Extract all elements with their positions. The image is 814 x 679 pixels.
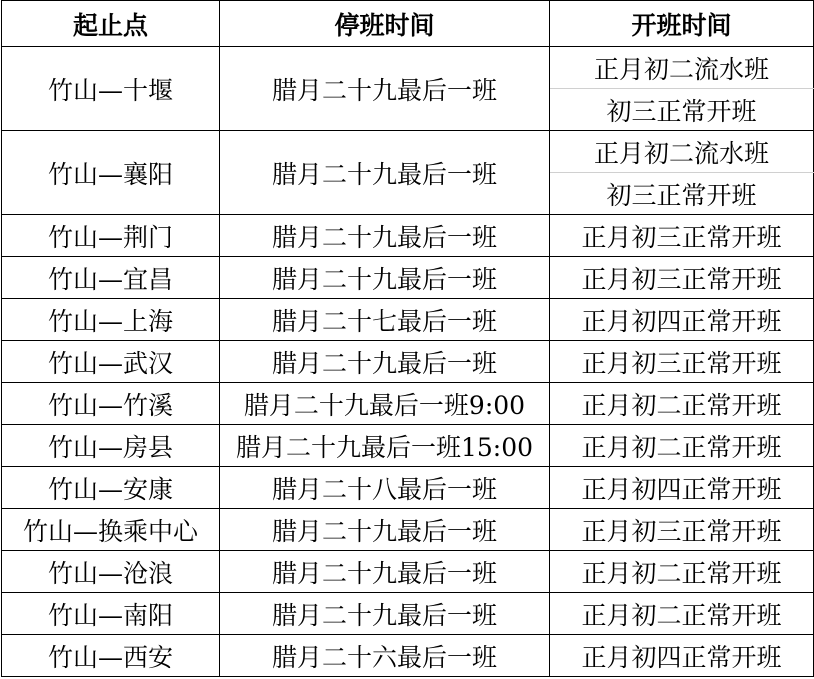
table-row	[2, 467, 814, 509]
table-row	[2, 47, 814, 89]
stop-time-cell: 腊月二十九最后一班	[220, 215, 550, 257]
route-cell: 竹山—武汉	[2, 341, 220, 383]
start-time-cell: 正月初四正常开班	[550, 467, 814, 509]
route-cell: 竹山—房县	[2, 425, 220, 467]
stop-time-cell: 腊月二十九最后一班	[220, 257, 550, 299]
start-time-cell: 正月初四正常开班	[550, 299, 814, 341]
table-row	[2, 509, 814, 551]
stop-time-cell: 腊月二十九最后一班	[220, 509, 550, 551]
stop-time-cell: 腊月二十九最后一班	[220, 593, 550, 635]
start-time-cell: 正月初三正常开班	[550, 509, 814, 551]
table-row	[2, 383, 814, 425]
stop-time-cell: 腊月二十九最后一班	[220, 341, 550, 383]
header-start-time: 开班时间	[550, 1, 814, 47]
table-row	[2, 257, 814, 299]
table-row	[2, 131, 814, 173]
route-cell: 竹山—沧浪	[2, 551, 220, 593]
route-cell: 竹山—西安	[2, 635, 220, 677]
route-cell: 竹山—上海	[2, 299, 220, 341]
schedule-body	[2, 47, 814, 677]
start-time-cell: 正月初二正常开班	[550, 551, 814, 593]
table-row	[2, 341, 814, 383]
route-cell: 竹山—竹溪	[2, 383, 220, 425]
header-route: 起止点	[2, 1, 220, 47]
route-cell: 竹山—荆门	[2, 215, 220, 257]
start-time-cell: 正月初四正常开班	[550, 635, 814, 677]
schedule-table	[1, 0, 814, 677]
stop-time-cell: 腊月二十九最后一班9:00	[220, 383, 550, 425]
start-time-cell: 正月初二流水班	[550, 131, 814, 173]
start-time-cell: 正月初二正常开班	[550, 425, 814, 467]
stop-time-cell: 腊月二十八最后一班	[220, 467, 550, 509]
route-cell: 竹山—换乘中心	[2, 509, 220, 551]
start-time-cell: 初三正常开班	[550, 173, 814, 215]
route-cell: 竹山—安康	[2, 467, 220, 509]
start-time-cell: 正月初三正常开班	[550, 257, 814, 299]
stop-time-cell: 腊月二十六最后一班	[220, 635, 550, 677]
start-time-cell: 正月初二正常开班	[550, 593, 814, 635]
table-row	[2, 593, 814, 635]
stop-time-cell: 腊月二十九最后一班15:00	[220, 425, 550, 467]
stop-time-cell: 腊月二十九最后一班	[220, 131, 550, 215]
table-row	[2, 425, 814, 467]
table-row	[2, 635, 814, 677]
start-time-cell: 初三正常开班	[550, 89, 814, 131]
start-time-cell: 正月初三正常开班	[550, 341, 814, 383]
table-row	[2, 215, 814, 257]
header-stop-time: 停班时间	[220, 1, 550, 47]
stop-time-cell: 腊月二十七最后一班	[220, 299, 550, 341]
route-cell: 竹山—襄阳	[2, 131, 220, 215]
stop-time-cell: 腊月二十九最后一班	[220, 47, 550, 131]
route-cell: 竹山—南阳	[2, 593, 220, 635]
stop-time-cell: 腊月二十九最后一班	[220, 551, 550, 593]
table-row	[2, 299, 814, 341]
start-time-cell: 正月初二流水班	[550, 47, 814, 89]
table-row	[2, 551, 814, 593]
start-time-cell: 正月初三正常开班	[550, 215, 814, 257]
start-time-cell: 正月初二正常开班	[550, 383, 814, 425]
route-cell: 竹山—宜昌	[2, 257, 220, 299]
header-row	[2, 1, 814, 47]
route-cell: 竹山—十堰	[2, 47, 220, 131]
